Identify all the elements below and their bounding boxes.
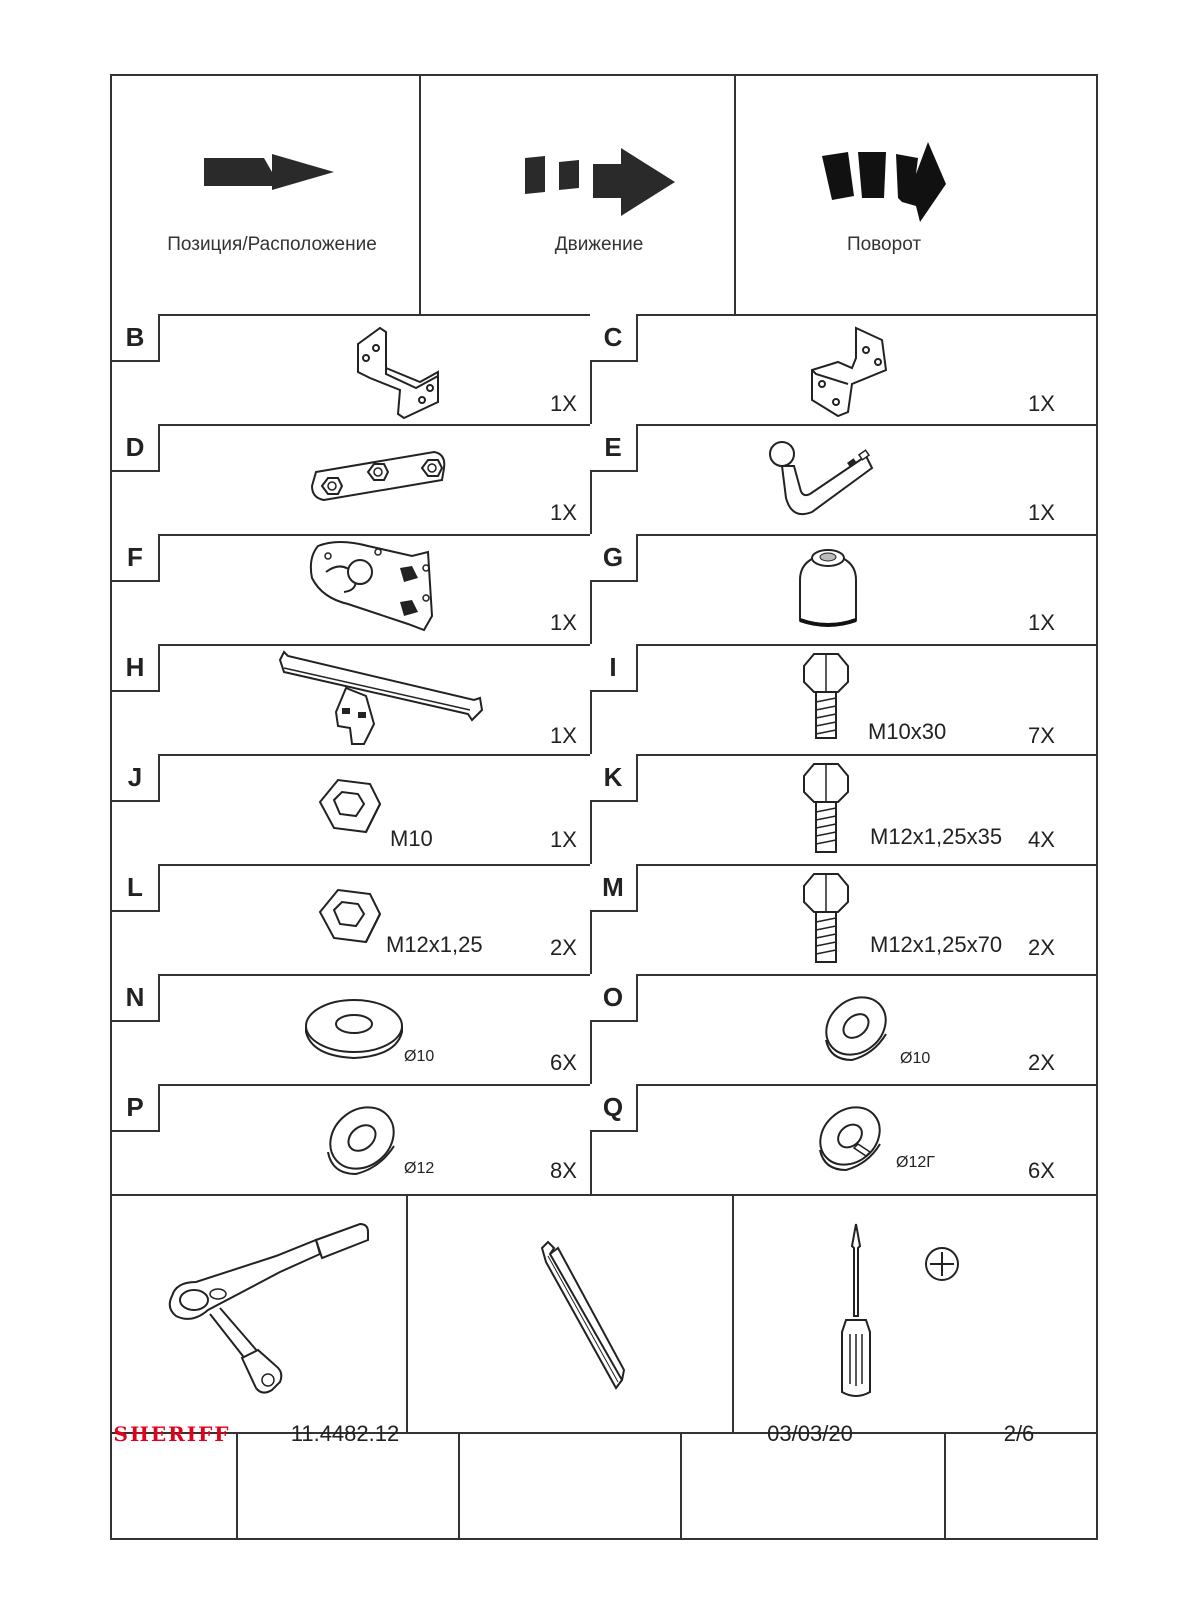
page-number: 2/6	[1003, 1421, 1035, 1446]
tool-cell-stripper	[406, 1194, 732, 1432]
ratchet-wrench-icon	[146, 1220, 376, 1400]
bracket-icon	[808, 322, 888, 414]
legend-position	[112, 76, 419, 314]
hex-nut-icon	[318, 884, 382, 948]
spec-label: M10x30	[868, 719, 947, 744]
quantity: 2X	[550, 935, 577, 960]
tow-ball-neck-icon	[768, 438, 878, 524]
part-cell-I	[590, 644, 1096, 754]
legend-label: Позиция/Расположение	[167, 234, 377, 255]
part-letter: P	[112, 1084, 160, 1132]
part-letter: N	[112, 974, 160, 1022]
bolt-icon	[800, 652, 852, 742]
part-letter: B	[112, 314, 160, 362]
blank-field	[456, 1404, 678, 1464]
legend-rotation	[734, 76, 1096, 314]
part-cell-B	[112, 314, 590, 424]
legend-label: Поворот	[846, 234, 922, 255]
spec-label: M12x1,25x70	[870, 932, 1003, 957]
brand-name: SHERIFF	[113, 1422, 231, 1446]
quantity: 7X	[1028, 723, 1055, 748]
part-letter: K	[590, 754, 638, 802]
part-letter: F	[112, 534, 160, 582]
phillips-head-icon	[924, 1246, 960, 1282]
part-cell-H	[112, 644, 590, 754]
spec-label: M10	[390, 826, 433, 851]
spec-label: Ø10	[900, 1050, 931, 1067]
part-cell-Q	[590, 1084, 1096, 1194]
solid-arrow-icon	[204, 154, 334, 194]
spec-label: Ø12	[404, 1160, 435, 1177]
crossbar-icon	[276, 648, 486, 748]
part-letter: M	[590, 864, 638, 912]
washer-icon	[322, 1104, 398, 1180]
part-letter: L	[112, 864, 160, 912]
quantity: 1X	[550, 391, 577, 416]
legend-movement	[419, 76, 734, 314]
part-cell-O	[590, 974, 1096, 1084]
dashed-arrow-icon	[525, 148, 675, 218]
part-cell-N	[112, 974, 590, 1084]
quantity: 2X	[1028, 1050, 1055, 1075]
part-letter: D	[112, 424, 160, 472]
part-letter: Q	[590, 1084, 638, 1132]
part-cell-G	[590, 534, 1096, 644]
part-letter: H	[112, 644, 160, 692]
bolt-icon	[800, 762, 852, 856]
curved-arrow-icon	[822, 140, 952, 224]
wire-stripper-icon	[540, 1242, 626, 1392]
part-cell-P	[112, 1084, 590, 1194]
part-cell-J	[112, 754, 590, 864]
quantity: 1X	[550, 500, 577, 525]
date: 03/03/20	[767, 1421, 853, 1446]
ball-cap-icon	[796, 544, 860, 630]
flat-washer-icon	[304, 996, 404, 1060]
part-cell-F	[112, 534, 590, 644]
spec-label: Ø12Г	[896, 1154, 935, 1171]
bracket-icon	[350, 322, 440, 414]
part-letter: C	[590, 314, 638, 362]
socket-plate-icon	[308, 538, 438, 634]
hex-nut-icon	[318, 774, 382, 838]
tool-cell-ratchet	[112, 1194, 406, 1432]
quantity: 4X	[1028, 827, 1055, 852]
quantity: 1X	[1028, 391, 1055, 416]
part-cell-D	[112, 424, 590, 534]
part-letter: J	[112, 754, 160, 802]
tool-cell-screwdriver	[732, 1194, 1096, 1432]
spec-label: M12x1,25x35	[870, 824, 1003, 849]
phillips-screwdriver-icon	[836, 1224, 876, 1400]
quantity: 6X	[1028, 1158, 1055, 1183]
part-cell-M	[590, 864, 1096, 974]
spring-washer-icon	[812, 1104, 884, 1176]
part-cell-C	[590, 314, 1096, 424]
instruction-sheet	[110, 74, 1098, 1540]
brand-logo	[110, 1404, 234, 1464]
part-letter: E	[590, 424, 638, 472]
part-letter: I	[590, 644, 638, 692]
quantity: 8X	[550, 1158, 577, 1183]
article-number: 11.4482.12	[290, 1421, 400, 1446]
part-cell-E	[590, 424, 1096, 534]
part-letter: O	[590, 974, 638, 1022]
quantity: 6X	[550, 1050, 577, 1075]
part-cell-K	[590, 754, 1096, 864]
bolt-icon	[800, 872, 852, 966]
quantity: 2X	[1028, 935, 1055, 960]
quantity: 1X	[550, 827, 577, 852]
quantity: 1X	[1028, 500, 1055, 525]
part-letter: G	[590, 534, 638, 582]
quantity: 1X	[1028, 610, 1055, 635]
plate-with-nuts-icon	[310, 444, 450, 504]
washer-icon	[818, 994, 890, 1066]
quantity: 1X	[550, 723, 577, 748]
part-cell-L	[112, 864, 590, 974]
legend-label: Движение	[554, 234, 644, 255]
spec-label: M12x1,25	[386, 932, 483, 957]
spec-label: Ø10	[404, 1048, 435, 1065]
quantity: 1X	[550, 610, 577, 635]
